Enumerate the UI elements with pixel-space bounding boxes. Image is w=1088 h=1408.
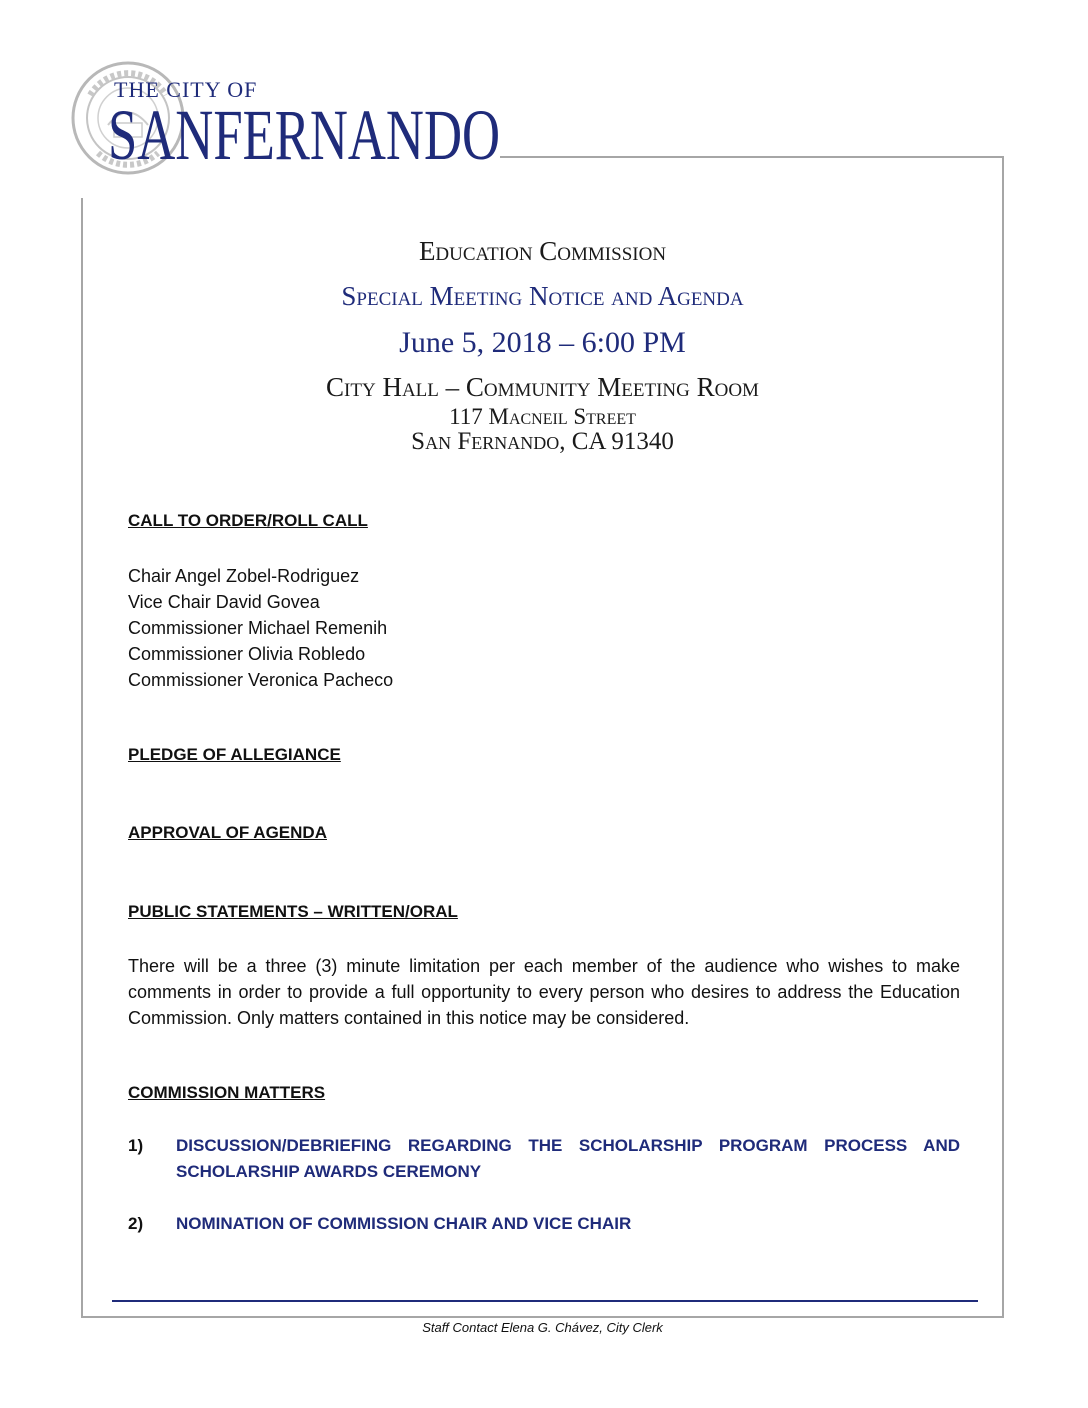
roll-call-heading: CALL TO ORDER/ROLL CALL: [128, 511, 368, 530]
notice-title: Special Meeting Notice and Agenda: [341, 281, 744, 311]
city-logo: [68, 55, 508, 185]
agenda-item: [128, 1211, 960, 1237]
roll-call-list: [128, 563, 393, 693]
frame-left-border: [81, 198, 83, 1318]
agenda-item-number: 1): [128, 1136, 144, 1155]
meeting-location: City Hall – Community Meeting Room: [326, 372, 759, 402]
public-statements-heading: PUBLIC STATEMENTS – WRITTEN/ORAL: [128, 902, 458, 921]
roll-call-member: Commissioner Michael Remenih: [128, 618, 388, 638]
frame-right-border: [1002, 156, 1004, 1318]
footer-divider: [112, 1300, 978, 1302]
agenda-item-number: 2): [128, 1214, 144, 1233]
frame-top-border: [500, 156, 1004, 158]
staff-contact: Staff Contact Elena G. Chávez, City Clerk: [422, 1320, 663, 1335]
logo-line1: THE CITY OF: [114, 77, 258, 102]
commission-matters-heading: COMMISSION MATTERS: [128, 1083, 326, 1102]
roll-call-member: Commissioner Olivia Robledo: [128, 644, 366, 664]
roll-call-member: Commissioner Veronica Pacheco: [128, 670, 394, 690]
commission-title: Education Commission: [418, 236, 667, 266]
meeting-datetime: June 5, 2018 – 6:00 PM: [399, 326, 686, 359]
agenda-item: [128, 1133, 960, 1185]
roll-call-member: Chair Angel Zobel-Rodriguez: [128, 566, 360, 586]
frame-bottom-border: [81, 1316, 1004, 1318]
agenda-item-text: NOMINATION OF COMMISSION CHAIR AND VICE CHAIR: [176, 1214, 632, 1233]
meeting-street: 117 Macneil Street: [449, 404, 636, 429]
agenda-item-text: DISCUSSION/DEBRIEFING REGARDING THE SCHOLARSHIP PROGRAM PROCESS AND SCHOLARSHIP AWARDS CEREMONY: [176, 1136, 960, 1181]
roll-call-member: Vice Chair David Govea: [128, 592, 320, 612]
meeting-city-state: San Fernando, CA 91340: [411, 428, 674, 455]
public-statements-text: There will be a three (3) minute limitation per each member of the audience who wishes to make comments in order to provide a full opportunity to every person who desires to address the Education Commission. Only matters contained in this notice may be considered.: [128, 956, 960, 1028]
logo-line2: SANFERNANDO: [108, 95, 500, 175]
pledge-heading: PLEDGE OF ALLEGIANCE: [128, 745, 341, 764]
approval-heading: APPROVAL OF AGENDA: [128, 823, 327, 842]
